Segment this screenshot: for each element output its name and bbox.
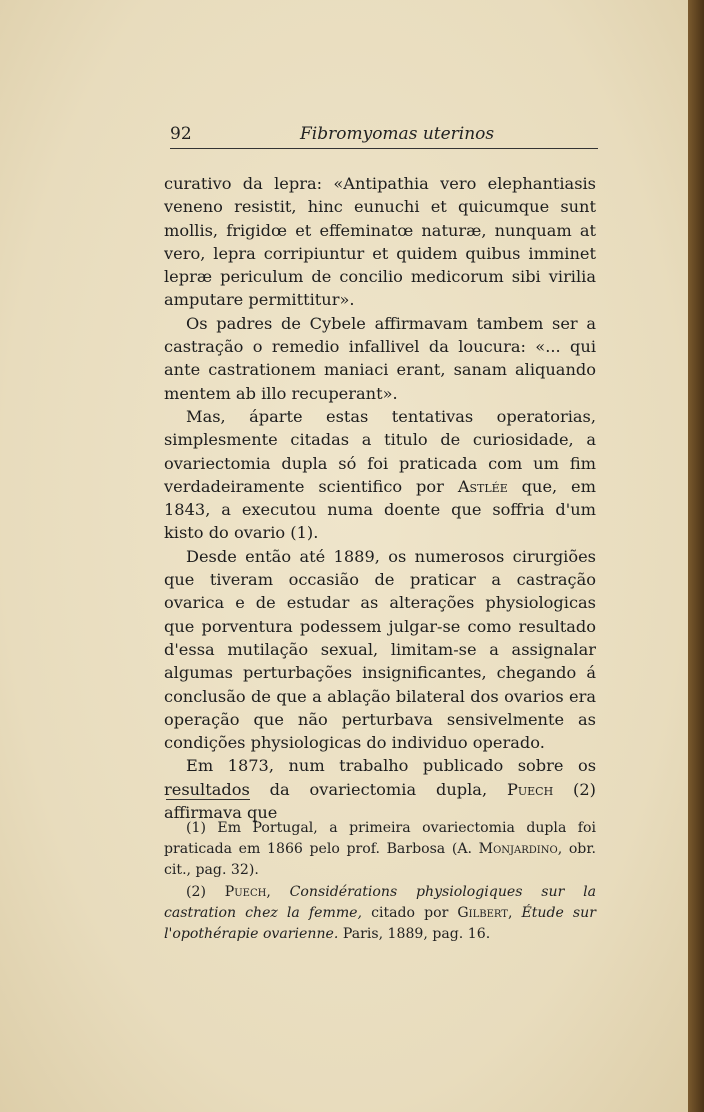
footnotes <box>164 818 596 947</box>
footnote-2-mid: citado por <box>371 905 449 922</box>
paragraph-3-text-b: que, em 1843, a executou numa doente que soffria d'um kisto do ovario (1). <box>164 476 596 543</box>
footnote-2-end: Paris, 1889, pag. 16. <box>342 925 491 942</box>
paragraph-5 <box>164 754 596 824</box>
footnote-1-text-b: , obr. cit., pag. 32). <box>164 840 596 878</box>
running-title: Fibromyomas uterinos <box>300 124 495 144</box>
author-name-monjardino: Monjardino <box>478 840 558 857</box>
footnote-2-author: Puech <box>224 884 267 901</box>
paragraph-1: curativo da lepra: «Antipathia vero elephantiasis veneno resistit, hinc eunuchi et quicumque sunt mollis, frigidœ et effeminatœ naturæ, nunquam at vero, lepra corripiuntur et quidem quibus imminet lepræ periculum de concilio medicorum sibi virilia amputare permittitur». <box>164 174 596 310</box>
footnote-1-text-a: (1) Em Portugal, a primeira ovariectomia dupla foi praticada em 1866 pelo prof. Barbosa (A. <box>164 820 596 857</box>
footnote-separator <box>166 799 250 800</box>
footnote-2-title: Considérations physiologiques sur la castration chez la femme, <box>164 884 597 922</box>
footnote-1 <box>164 818 596 880</box>
paragraph-5-text-b: (2) affirmava que <box>164 779 596 823</box>
main-text <box>164 172 596 824</box>
footnote-2-author-2: Gilbert <box>457 905 508 922</box>
page-header <box>170 120 598 149</box>
paragraph-3-text-a: Mas, áparte estas tentativas operatorias, simplesmente citadas a titulo de curiosidade, a ovariectomia dupla só foi praticada com um fim verdadeiramente scientifico por <box>164 406 596 496</box>
book-binding-edge <box>688 0 704 1112</box>
author-name-puech: Puech <box>506 779 554 799</box>
paragraph-3 <box>164 405 596 545</box>
author-name-astlee: Astlée <box>457 476 508 496</box>
paragraph-4: Desde então até 1889, os numerosos cirurgiões que tiveram occasião de praticar a castração ovarica e de estudar as alterações physiologicas que porventura podessem julgar-se como resultado d'essa mutilação sexual, limitam-se a assignalar algumas perturbações insignificantes, chegando á conclusão de que a ablação bilateral dos ovarios era operação que não perturbava sensivelmente as condições physiologicas do individuo operado. <box>164 546 596 753</box>
page-number: 92 <box>170 124 192 144</box>
footnote-2: (2) Puech, Considérations physiologiques sur la castration chez la femme, citado por Gilbert, Étude sur l'opothérapie ovarienne. Paris, 1889, pag. 16. <box>164 884 597 942</box>
footnote-2-title-2: Étude sur l'opothérapie ovarienne. <box>164 905 596 942</box>
paragraph-2: Os padres de Cybele affirmavam tambem ser a castração o remedio infallivel da loucura: «... qui ante castrationem maniaci erant, sanam aliquando mentem ab illo recuperant». <box>164 313 596 403</box>
paragraph-5-text-a: Em 1873, num trabalho publicado sobre os resultados da ovariectomia dupla, <box>164 756 596 799</box>
